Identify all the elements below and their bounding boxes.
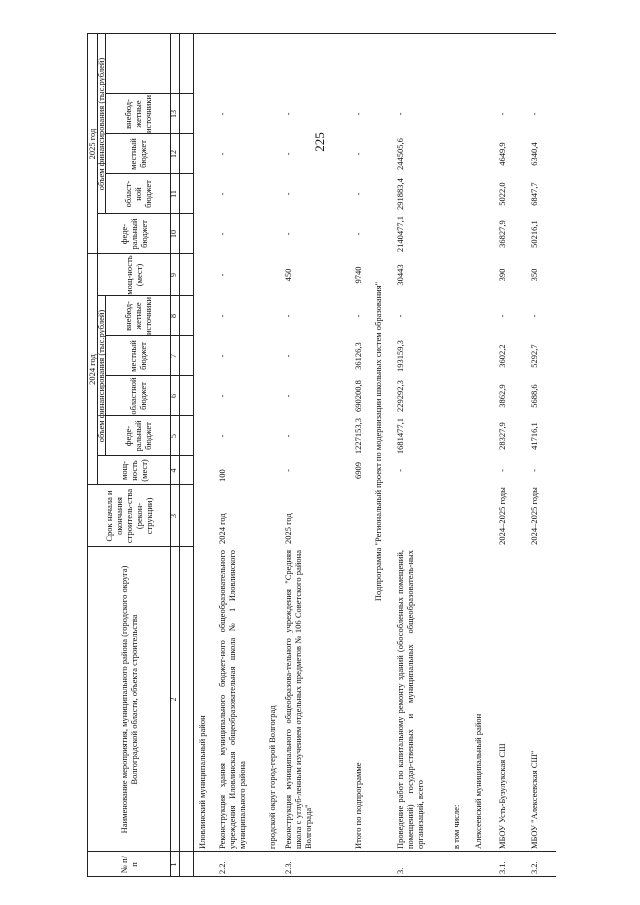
row-3-local-2025: 244505,6 (395, 138, 405, 170)
row-3-1-number: 3.1. (497, 861, 507, 874)
row-3-1-local-2025: 4649,9 (497, 142, 507, 166)
header-funding-2024: объем финансирования (тыс.рублей) (96, 309, 106, 443)
row-2-2-fed-2024: - (217, 434, 227, 438)
district-heading-volgograd: городской округ город-герой Волгоград (267, 705, 277, 849)
subtotal-extra-2024: - (353, 314, 363, 318)
body-col-border-14 (193, 33, 556, 34)
subprogram-heading: Подпрограмма "Региональный проект по модернизации школьных систем образования" (373, 281, 383, 602)
row-3-1-local-2024: 3602,2 (497, 344, 507, 368)
row-3-1-name: МБОУ Усть-Бузулукская СШ (497, 743, 507, 849)
subtotal-fed-2025: - (353, 232, 363, 236)
col-number-10: 10 (169, 230, 178, 238)
table-bottom-border (193, 34, 194, 877)
subtotal-reg-2024: 690200,8 (353, 380, 363, 412)
row-2-3-fed-2024: - (283, 434, 293, 438)
district-heading-ilovlya: Иловлинский муниципальный район (197, 715, 207, 849)
header-fed-2025: феде-ральный бюджет (118, 218, 149, 250)
row-3-1-fed-2024: 28327,9 (497, 422, 507, 450)
row-3-2-reg-2025: 6847,7 (529, 182, 539, 206)
row-3-2-number: 3.2. (529, 861, 539, 874)
row-2-2-local-2025: - (217, 152, 227, 156)
row-2-2-reg-2024: - (217, 394, 227, 398)
col-number-12: 12 (169, 150, 178, 158)
row-3-2-local-2024: 5292,7 (529, 344, 539, 368)
row-3-2-local-2025: 6340,4 (529, 142, 539, 166)
row-3-1-period: 2024–2025 годы (497, 487, 507, 545)
row-3-extra-2024: - (395, 314, 405, 318)
subtotal-label: Итого по подпрограмме (353, 762, 363, 849)
row-3-fed-2024: 1681477,1 (395, 417, 405, 455)
col-number-11: 11 (169, 190, 178, 198)
header-year-2024: 2024 год (87, 354, 97, 385)
header-extra-2024: внебюд-жетные источники (122, 296, 153, 335)
col-number-13: 13 (169, 110, 178, 118)
subtotal-capacity-2025: 9740 (353, 266, 363, 284)
header-number: № п/п (118, 855, 139, 874)
district-heading-alekseevsky: Алексеевский муниципальный район (473, 713, 483, 849)
col-number-3: 3 (169, 514, 178, 518)
row-3-1-extra-2024: - (497, 314, 507, 318)
row-3-1-capacity-2024: - (497, 469, 507, 472)
row-2-2-local-2024: - (217, 354, 227, 358)
row-3-2-period: 2024–2025 годы (529, 487, 539, 545)
row-3-2-extra-2024: - (529, 314, 539, 318)
row-3-name: Проведение работ по капитальному ремонту зданий (обособленных помещений, помещений) государ-ственных и муниципальных общеобразователь-ных организаций, всего (395, 550, 425, 849)
row-3-capacity-2024: - (395, 469, 405, 472)
row-2-3-reg-2024: - (283, 394, 293, 398)
row-2-2-extra-2024: - (217, 314, 227, 318)
row-3-2-capacity-2024: - (529, 469, 539, 472)
row-3-1-extra-2025: - (497, 112, 507, 116)
row-3-2-extra-2025: - (529, 112, 539, 116)
row-2-3-local-2024: - (283, 354, 293, 358)
row-2-2-capacity-2024: 100 (217, 469, 227, 482)
col-number-2: 2 (169, 697, 178, 702)
col-number-6: 6 (169, 394, 178, 398)
subtotal-local-2024: 36126,3 (353, 342, 363, 370)
header-fed-2024: феде-ральный бюджет (122, 420, 153, 452)
header-capacity-2025: мощ-ность (мест) (123, 255, 144, 295)
col-number-9: 9 (169, 273, 178, 277)
header-capacity-2024: мощ-ность (мест) (118, 459, 149, 482)
row-3-1-capacity-2025: 390 (497, 268, 507, 282)
row-2-3-name: Реконструкция муниципального общеобразова-тельного учреждения "Средняя школа с углуб-ленным изучением отдельных предметов № 106 Советского района Волгограда" (283, 550, 313, 849)
page-number: 225 (312, 132, 327, 152)
col-number-8: 8 (169, 314, 178, 318)
including-label: в том числе: (451, 804, 461, 849)
col-number-7: 7 (169, 354, 178, 358)
row-3-2-capacity-2025: 350 (529, 268, 539, 282)
row-2-2-capacity-2025: - (217, 273, 227, 277)
row-2-2-extra-2025: - (217, 112, 227, 116)
row-2-3-local-2025: - (283, 152, 293, 156)
row-2-3-number: 2.3. (283, 861, 293, 874)
row-2-3-reg-2025: - (283, 192, 293, 196)
header-local-2025: местный бюджет (127, 138, 148, 170)
subtotal-capacity-2024: 6909 (353, 462, 363, 479)
financing-table (87, 34, 193, 877)
row-2-2-fed-2025: - (217, 232, 227, 236)
row-3-2-reg-2024: 5688,6 (529, 384, 539, 408)
header-extra-2025: внебюд-жетные источники (122, 94, 153, 133)
row-3-reg-2025: 291883,4 (395, 178, 405, 210)
subtotal-local-2025: - (353, 152, 363, 156)
row-3-number: 3. (395, 867, 405, 874)
row-3-fed-2025: 2140477,1 (395, 215, 405, 253)
rotated-table-sheet (87, 34, 193, 877)
header-funding-2025: объем финансирования (тыс.рублей) (96, 57, 106, 191)
header-empty-2025 (105, 34, 170, 94)
row-3-1-reg-2024: 3862,9 (497, 384, 507, 408)
row-2-2-number: 2.2. (217, 861, 227, 874)
header-local-2024: местный бюджет (127, 340, 148, 372)
col-number-1: 1 (169, 862, 178, 867)
row-2-3-capacity-2025: 450 (283, 268, 293, 282)
col-number-4: 4 (169, 468, 178, 473)
row-2-2-name: Реконструкция здания муниципального бюджет-ного общеобразовательного учреждения Иловлинская общеобразовательная школа № 1 Иловлинского муниципального района (217, 550, 247, 849)
header-period: Срок начала и окончания строитель-ства (рекон-струкции) (103, 488, 154, 544)
row-2-2-reg-2025: - (217, 192, 227, 196)
row-3-2-fed-2024: 41716,1 (529, 422, 539, 450)
header-year-2025: 2025 год (87, 128, 97, 160)
row-2-3-period: 2025 год (283, 513, 293, 544)
body-col-border-0 (193, 876, 556, 877)
header-reg-2024: областной бюджет (127, 377, 148, 415)
row-2-2-period: 2024 год (217, 513, 227, 544)
row-2-3-extra-2024: - (283, 314, 293, 318)
row-3-extra-2025: - (395, 112, 405, 116)
subtotal-reg-2025: - (353, 192, 363, 196)
row-2-3-fed-2025: - (283, 232, 293, 236)
subtotal-extra-2025: - (353, 112, 363, 116)
row-3-local-2024: 193159,3 (395, 340, 405, 372)
row-3-1-fed-2025: 36827,9 (497, 220, 507, 248)
header-name: Наименование мероприятия, муниципального района (городского округа) Волгоградской области, объекта строительства (118, 565, 139, 834)
col-number-5: 5 (169, 434, 178, 438)
header-reg-2025: област-ной бюджет (122, 180, 153, 208)
row-3-capacity-2025: 30443 (395, 264, 405, 286)
subtotal-fed-2024: 1227153,3 (353, 417, 363, 455)
row-2-3-extra-2025: - (283, 112, 293, 116)
row-3-2-fed-2025: 50216,1 (529, 220, 539, 248)
row-3-2-name: МБОУ "Алексеевская СШ" (529, 750, 539, 849)
row-3-reg-2024: 229292,3 (395, 380, 405, 412)
row-3-1-reg-2025: 5022,0 (497, 182, 507, 206)
body-col-border-1 (193, 851, 556, 852)
row-2-3-capacity-2024: - (283, 469, 293, 472)
